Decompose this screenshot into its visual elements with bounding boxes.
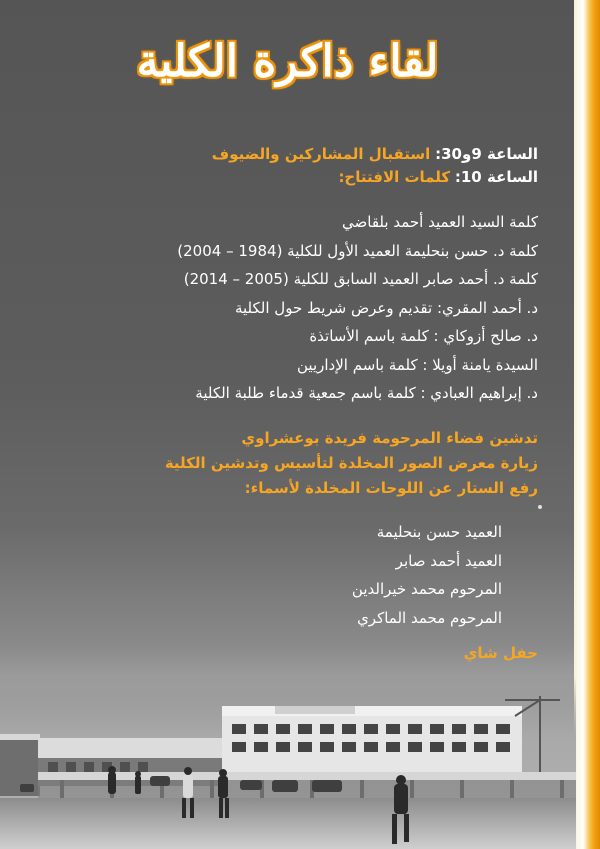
schedule-activity: استقبال المشاركين والضيوف xyxy=(211,145,431,163)
speech-item: كلمة د. حسن بنحليمة العميد الأول للكلية (1984 – 2004) xyxy=(177,241,538,260)
highlight-item: تدشين فضاء المرحومة فريدة بوعشراوي xyxy=(241,429,538,447)
campus-building-photo xyxy=(0,676,576,849)
speech-item: كلمة د. أحمد صابر العميد السابق للكلية (2005 – 2014) xyxy=(183,270,538,288)
schedule-time: الساعة 10: xyxy=(454,168,538,186)
speech-item: د. أحمد المقري: تقديم وعرض شريط حول الكلية xyxy=(234,298,538,317)
plaque-name: العميد أحمد صابر xyxy=(395,551,502,570)
speech-item: كلمة السيد العميد أحمد بلقاضي xyxy=(342,213,538,231)
speech-item: د. صالح أزوكاي : كلمة باسم الأساتذة xyxy=(309,327,538,345)
schedule-item xyxy=(58,166,538,189)
highlights-list xyxy=(38,426,538,501)
page-title: لقاء ذاكرة الكلية xyxy=(136,36,439,87)
highlight-item: زيارة معرض الصور المخلدة لتأسيس وتدشين الكلية xyxy=(164,454,538,472)
speeches-list xyxy=(38,208,538,408)
schedule-time: الساعة 9و30: xyxy=(435,145,538,163)
plaque-names-list xyxy=(102,518,502,632)
speech-item: د. إبراهيم العبادي : كلمة باسم جمعية قدماء طلبة الكلية xyxy=(195,384,538,402)
schedule-activity: كلمات الافتتاح: xyxy=(338,168,451,186)
closing-item: حفل شاي xyxy=(463,644,538,662)
plaque-name: المرحوم محمد الماكري xyxy=(357,608,502,627)
small-dot-mark xyxy=(538,505,542,509)
schedule xyxy=(58,143,538,189)
speech-item: السيدة يامنة أويلا : كلمة باسم الإداريين xyxy=(297,355,538,374)
plaque-name: العميد حسن بنحليمة xyxy=(376,523,502,541)
highlight-item: رفع الستار عن اللوحات المخلدة لأسماء: xyxy=(244,479,538,497)
plaque-name: المرحوم محمد خيرالدين xyxy=(351,580,502,598)
schedule-item xyxy=(58,143,538,166)
ground xyxy=(0,798,576,849)
orange-edge-band xyxy=(574,0,600,849)
